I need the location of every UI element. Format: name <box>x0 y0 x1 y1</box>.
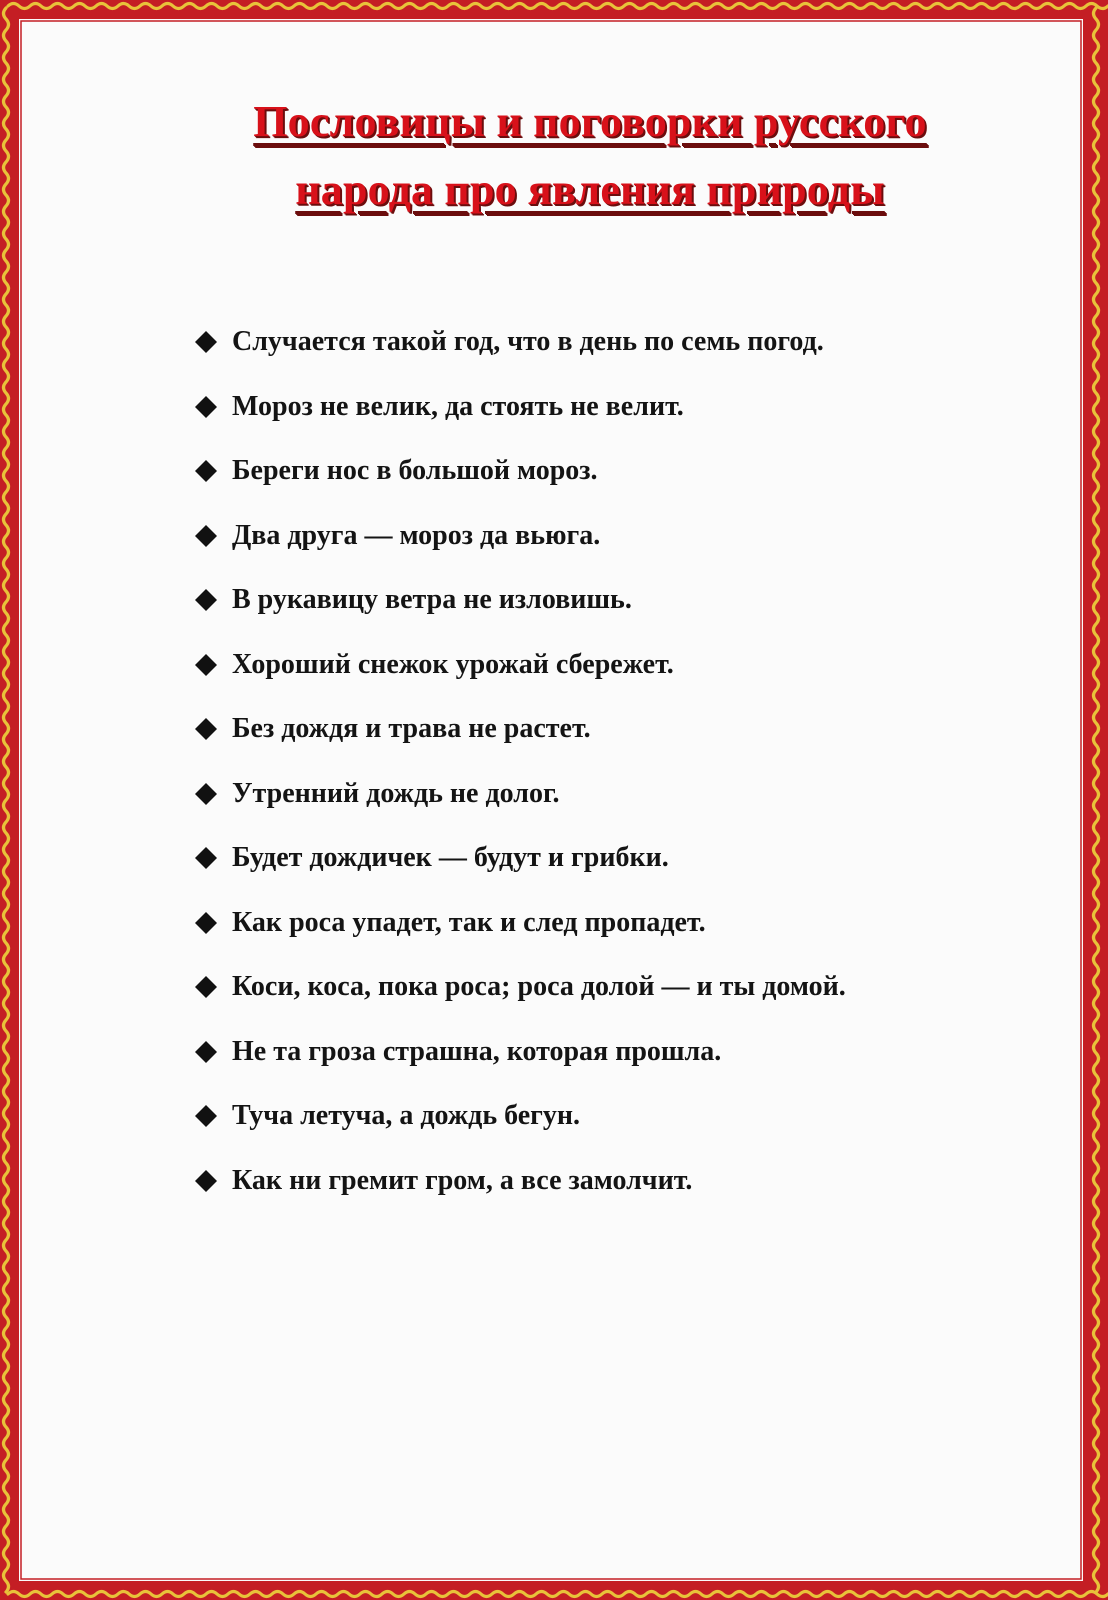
black-diamond-icon <box>194 846 224 870</box>
proverb-item <box>194 375 1014 440</box>
proverb-item <box>194 439 1014 504</box>
proverb-item <box>194 310 1014 375</box>
black-diamond-icon <box>194 524 224 548</box>
black-diamond-icon <box>194 653 224 677</box>
black-diamond-icon <box>194 782 224 806</box>
proverb-text: Без дождя и трава не растет. <box>232 713 591 745</box>
black-diamond-icon <box>194 330 224 354</box>
proverb-text: Туча летуча, а дождь бегун. <box>232 1100 581 1132</box>
black-diamond-icon <box>194 1169 224 1193</box>
proverb-item <box>194 633 1014 698</box>
black-diamond-icon <box>194 1040 224 1064</box>
black-diamond-icon <box>194 975 224 999</box>
proverb-item <box>194 504 1014 569</box>
proverb-text: Как ни гремит гром, а все замолчит. <box>232 1164 693 1196</box>
proverb-text: Хороший снежок урожай сбережет. <box>232 648 674 680</box>
proverb-item <box>194 568 1014 633</box>
proverb-item <box>194 826 1014 891</box>
black-diamond-icon <box>194 459 224 483</box>
proverb-item <box>194 1084 1014 1149</box>
proverb-item <box>194 697 1014 762</box>
black-diamond-icon <box>194 1104 224 1128</box>
black-diamond-icon <box>194 395 224 419</box>
proverb-text: В рукавицу ветра не изловишь. <box>232 584 632 616</box>
proverb-text: Как роса упадет, так и след пропадет. <box>232 906 706 938</box>
proverb-text: Утренний дождь не долог. <box>232 777 560 809</box>
proverb-text: Два друга — мороз да вьюга. <box>232 519 601 551</box>
proverb-item <box>194 762 1014 827</box>
proverb-item <box>194 955 1014 1020</box>
proverb-item <box>194 891 1014 956</box>
page-title <box>150 88 1030 224</box>
proverb-list <box>194 310 1014 1213</box>
proverb-text: Мороз не велик, да стоять не велит. <box>232 390 684 422</box>
black-diamond-icon <box>194 911 224 935</box>
title-line-1: Пословицы и поговорки русского <box>253 97 927 146</box>
proverb-item <box>194 1149 1014 1214</box>
proverb-text: Коси, коса, пока роса; роса долой — и ты домой. <box>232 971 846 1003</box>
black-diamond-icon <box>194 717 224 741</box>
proverb-text: Береги нос в большой мороз. <box>232 455 598 487</box>
black-diamond-icon <box>194 588 224 612</box>
title-line-2: народа про явления природы <box>295 165 885 214</box>
border-wave-top <box>8 4 1108 9</box>
proverb-text: Будет дождичек — будут и грибки. <box>232 842 669 874</box>
proverb-item <box>194 1020 1014 1085</box>
proverb-text: Не та гроза страшна, которая прошла. <box>232 1035 722 1067</box>
border-wave-bottom <box>8 1592 1108 1597</box>
proverb-text: Случается такой год, что в день по семь погод. <box>232 326 824 358</box>
